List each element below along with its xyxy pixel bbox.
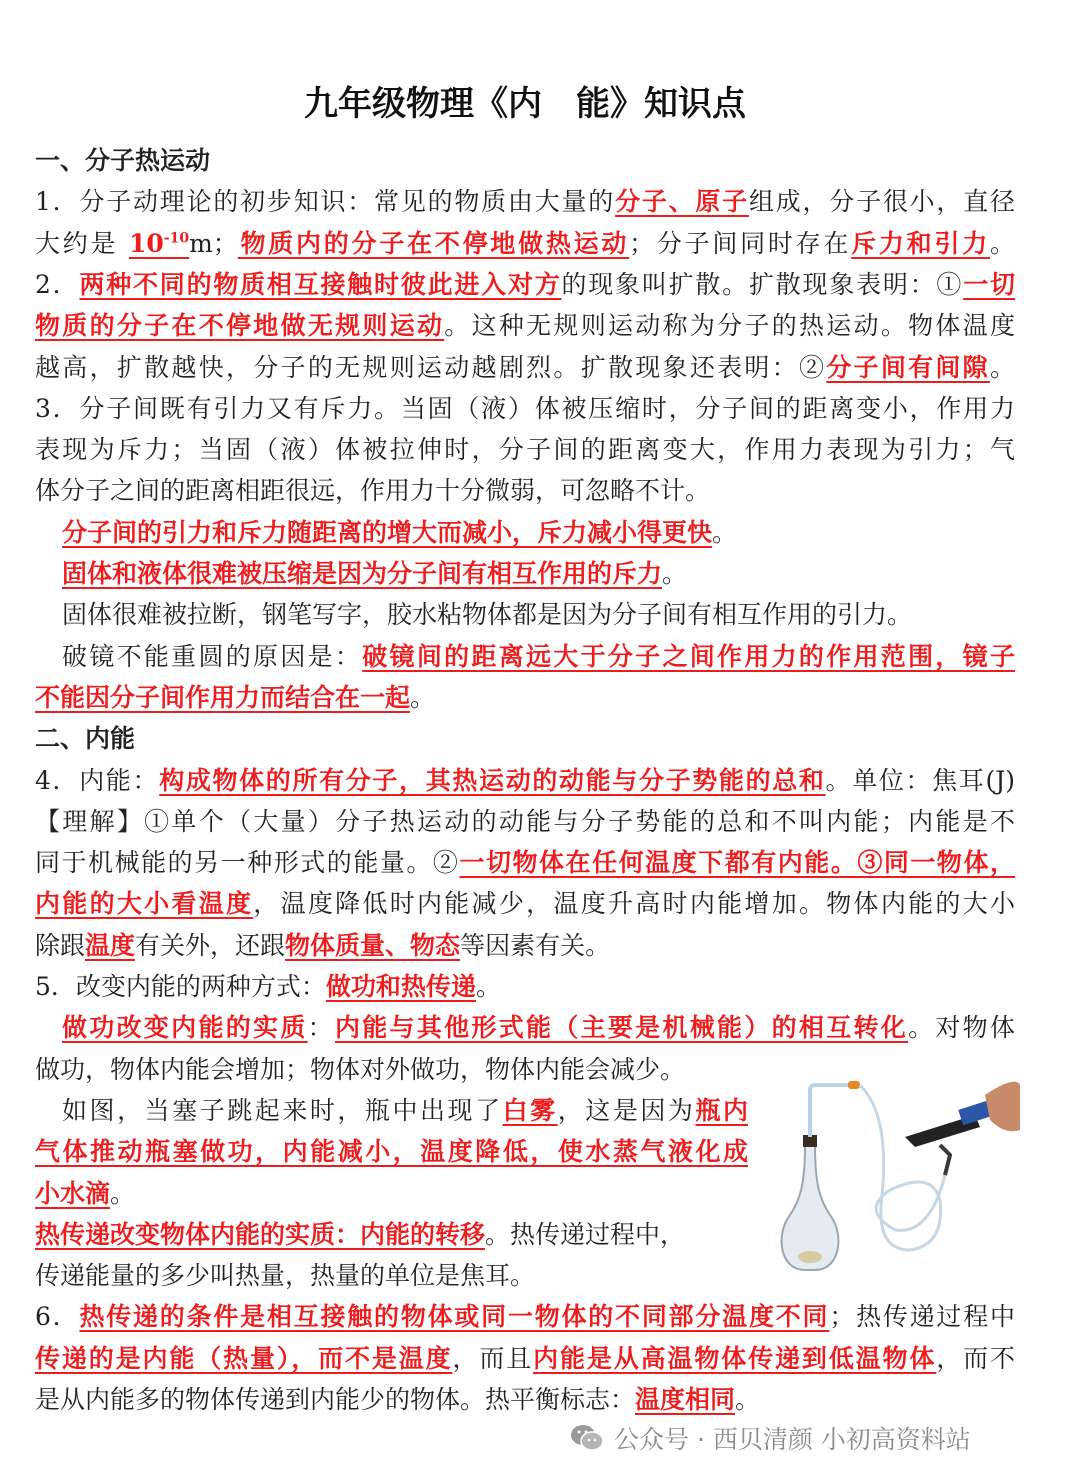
- watermark-text: 公众号 · 西贝清颜 小初高资料站: [614, 1425, 971, 1454]
- text-segment: 固体很难被拉断，钢笔写字，胶水粘物体都是因为分子间有相互作用的引力。: [62, 600, 913, 630]
- text-segment: ；热传递过程中: [829, 1302, 1015, 1332]
- text-segment: 有关外，还跟: [135, 930, 286, 960]
- text-line: [62, 553, 1015, 594]
- key-point-highlight: 小水滴: [35, 1178, 111, 1208]
- key-point-highlight: 传递的是内能（热量），而不是温度: [35, 1343, 453, 1373]
- text-line: [35, 925, 1015, 966]
- text-segment: 。: [712, 517, 738, 547]
- text-segment: 。对物体: [908, 1013, 1015, 1043]
- key-point-highlight: 热传递改变物体内能的实质：内能的转移: [35, 1219, 486, 1249]
- watermark: [570, 1418, 971, 1458]
- section-heading: [35, 718, 1015, 759]
- key-point-highlight: -10: [163, 230, 190, 247]
- text-segment: 同于机械能的另一种形式的能量。②: [35, 848, 460, 878]
- key-point-highlight: 10: [128, 228, 164, 258]
- key-point-highlight: 分子间有间隙: [826, 352, 990, 382]
- text-line: [35, 883, 1015, 924]
- text-line: [35, 760, 1015, 801]
- text-segment: ，而且: [452, 1343, 534, 1373]
- text-segment: 1．分子动理论的初步知识：常见的物质由大量的: [35, 187, 616, 217]
- text-line: [35, 677, 1015, 718]
- text-segment: 大约是: [35, 228, 129, 258]
- text-line: [35, 305, 1015, 346]
- key-point-highlight: 两种不同的物质相互接触时彼此进入对方: [79, 269, 562, 299]
- text-segment: 。: [475, 972, 501, 1001]
- text-line: [35, 966, 1015, 1007]
- text-line: [35, 1379, 1015, 1420]
- text-segment: 破镜不能重圆的原因是：: [62, 641, 363, 671]
- text-line: [35, 470, 1015, 511]
- text-line: [35, 223, 1015, 264]
- text-segment: 2．: [35, 269, 80, 299]
- text-line: [35, 181, 1015, 222]
- text-line: [35, 429, 1015, 470]
- key-point-highlight: 物质的分子在不停地做无规则运动: [35, 311, 445, 341]
- text-segment: 体分子之间的距离相距很远，作用力十分微弱，可忽略不计。: [35, 476, 711, 506]
- document-title: 九年级物理《内 能》知识点: [304, 84, 746, 124]
- text-segment: 组成，分子很小，直径: [748, 187, 1015, 217]
- section-heading: [35, 140, 1015, 181]
- text-line: [35, 801, 1015, 842]
- key-point-highlight: 物体质量、物态: [285, 930, 461, 960]
- text-segment: 。: [410, 682, 436, 712]
- key-point-highlight: 固体和液体很难被压缩是因为分子间有相互作用的斥力: [62, 559, 663, 588]
- text-segment: 的现象叫扩散。扩散现象表明：①: [561, 269, 964, 299]
- text-segment: 4．内能：: [35, 765, 160, 795]
- text-line: [62, 594, 1015, 635]
- text-segment: 是从内能多的物体传递到内能少的物体。热平衡标志：: [35, 1385, 636, 1414]
- text-line: [35, 842, 1015, 883]
- text-segment: 6．: [35, 1302, 80, 1332]
- key-point-highlight: 内能的大小看温度: [35, 889, 254, 919]
- text-segment: 3．分子间既有引力又有斥力。当固（液）体被压缩时，分子间的距离变小，作用力: [35, 393, 1015, 423]
- text-segment: ，温度降低时内能减少，温度升高时内能增加。物体内能的大小: [253, 889, 1015, 919]
- key-point-highlight: 气体推动瓶塞做功，内能减小，温度降低，使水蒸气液化成: [35, 1137, 748, 1167]
- text-segment: 。热传递过程中，: [485, 1219, 686, 1249]
- key-point-highlight: 内能是从高温物体传递到低温物体: [533, 1343, 937, 1373]
- key-point-highlight: 温度相同: [635, 1385, 736, 1414]
- text-segment: 如图，当塞子跳起来时，瓶中出现了: [62, 1095, 503, 1125]
- key-point-highlight: 斥力和引力: [851, 228, 990, 258]
- text-line: [35, 347, 1015, 388]
- text-segment: 越高，扩散越快，分子的无规则运动越剧烈。扩散现象还表明：②: [35, 352, 827, 382]
- key-point-highlight: 破镜间的距离远大于分子之间作用力的作用范围，镜子: [362, 641, 1015, 671]
- text-segment: ，这是因为: [557, 1095, 696, 1125]
- text-segment: 除跟: [35, 930, 86, 960]
- text-segment: 。: [989, 228, 1015, 258]
- text-segment: 一、分子热运动: [35, 146, 211, 175]
- text-segment: 做功，物体内能会增加；物体对外做功，物体内能会减少。: [35, 1054, 686, 1084]
- text-segment: 。: [989, 352, 1015, 382]
- text-segment: 。: [735, 1385, 761, 1414]
- key-point-highlight: 物质内的分子在不停地做热运动: [237, 228, 630, 258]
- text-segment: 【理解】①单个（大量）分子热运动的动能与分子势能的总和不叫内能；内能是不: [35, 806, 1015, 836]
- text-line: [62, 636, 1015, 677]
- key-point-highlight: 一切物体在任何温度下都有内能。③同一物体，: [459, 848, 1015, 878]
- key-point-highlight: 内能与其他形式能（主要是机械能）的相互转化: [334, 1013, 909, 1043]
- text-segment: ，而不: [936, 1343, 1015, 1373]
- text-line: [62, 512, 1015, 553]
- wechat-icon: [570, 1423, 604, 1453]
- text-line: [35, 264, 1015, 305]
- text-segment: 传递能量的多少叫热量，热量的单位是焦耳。: [35, 1261, 536, 1291]
- text-line: [62, 1007, 1015, 1048]
- text-segment: 。单位：焦耳(J): [825, 765, 1015, 795]
- text-segment: ；分子间同时存在: [629, 228, 852, 258]
- text-segment: 等因素有关。: [460, 930, 611, 960]
- key-point-highlight: 瓶内: [695, 1095, 748, 1125]
- text-segment: 二、内能: [35, 724, 136, 754]
- text-line: [35, 1131, 748, 1172]
- flask-experiment-image: [770, 1075, 1025, 1275]
- text-segment: 。: [662, 559, 688, 588]
- text-segment: 5．改变内能的两种方式：: [35, 972, 326, 1001]
- text-line: [35, 1296, 1015, 1337]
- text-segment: m；: [189, 228, 238, 258]
- text-line: [35, 1214, 748, 1255]
- key-point-highlight: 分子间的引力和斥力随距离的增大而减小，斥力减小得更快: [62, 517, 713, 547]
- text-segment: 。这种无规则运动称为分子的热运动。物体温度: [444, 311, 1015, 341]
- key-point-highlight: 白雾: [502, 1095, 558, 1125]
- key-point-highlight: 分子、原子: [615, 187, 749, 217]
- text-segment: 表现为斥力；当固（液）体被拉伸时，分子间的距离变大，作用力表现为引力；气: [35, 435, 1015, 465]
- text-line: [62, 1090, 748, 1131]
- text-line: [35, 388, 1015, 429]
- key-point-highlight: 一切: [963, 269, 1015, 299]
- key-point-highlight: 做功改变内能的实质: [62, 1013, 308, 1043]
- text-segment: ：: [307, 1013, 335, 1043]
- text-line: [35, 1338, 1015, 1379]
- text-segment: 。: [110, 1178, 136, 1208]
- key-point-highlight: 温度: [85, 930, 136, 960]
- key-point-highlight: 构成物体的所有分子，其热运动的动能与分子势能的总和: [159, 765, 826, 795]
- key-point-highlight: 不能因分子间作用力而结合在一起: [35, 682, 411, 712]
- key-point-highlight: 做功和热传递: [325, 972, 476, 1001]
- key-point-highlight: 热传递的条件是相互接触的物体或同一物体的不同部分温度不同: [79, 1302, 830, 1332]
